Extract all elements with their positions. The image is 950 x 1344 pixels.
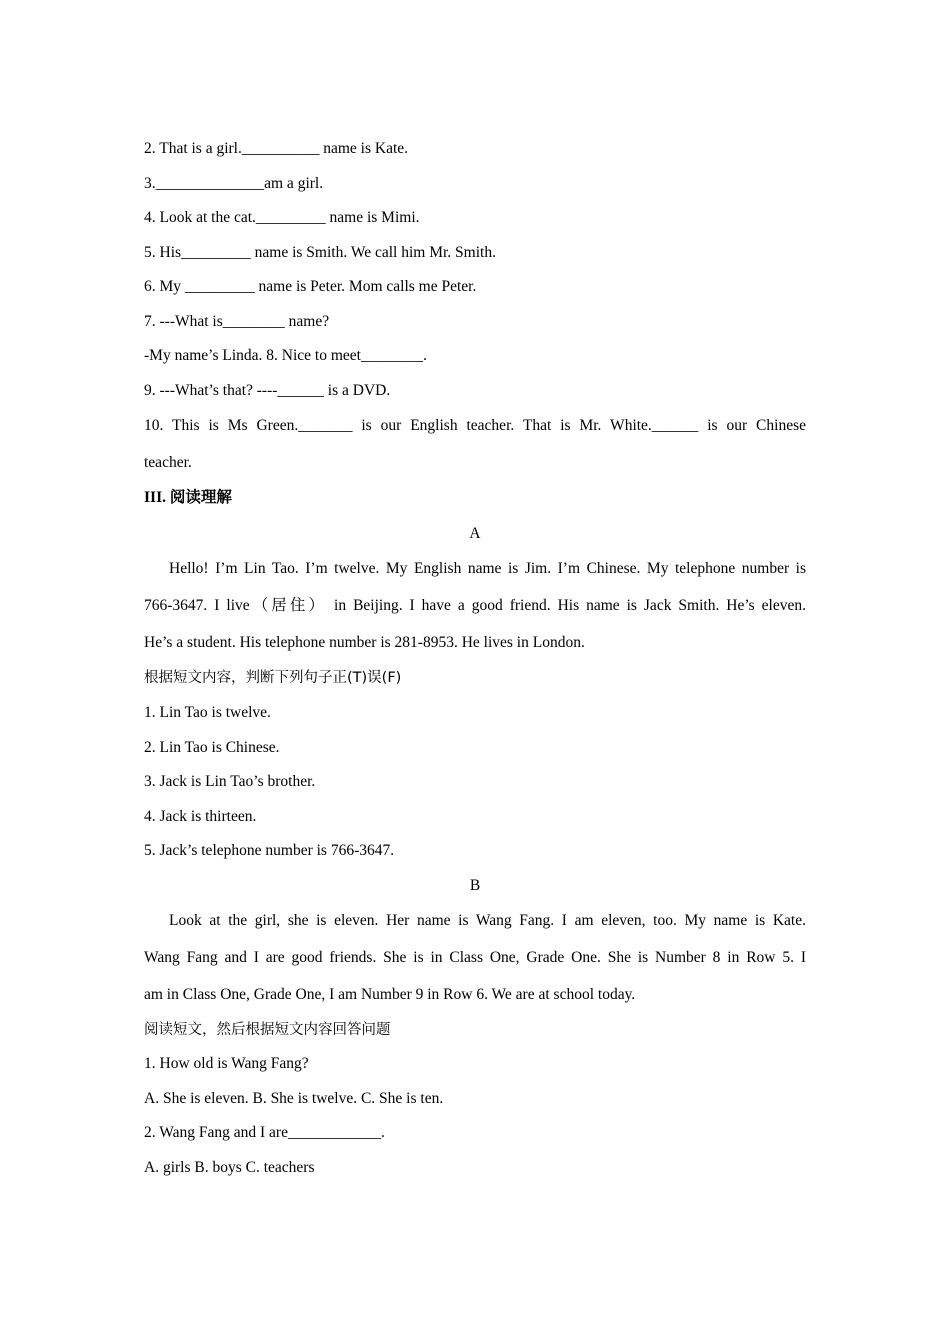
passage-b-q2-options: A. girls B. boys C. teachers [144, 1159, 315, 1176]
passage-a-instruction: 根据短文内容，判断下列句子正(T)误(F) [144, 670, 402, 686]
fill-in-q9: 9. ---What’s that? ----______ is a DVD. [144, 382, 391, 399]
passage-b-q2: 2. Wang Fang and I are____________. [144, 1124, 385, 1141]
passage-b-instruction: 阅读短文，然后根据短文内容回答问题 [144, 1022, 391, 1038]
passage-b-q1: 1. How old is Wang Fang? [144, 1055, 309, 1072]
fill-in-q7: 7. ---What is________ name? [144, 313, 330, 330]
fill-in-q2: 2. That is a girl.__________ name is Kate. [144, 140, 409, 157]
passage-a-line1: Hello! I’m Lin Tao. I’m twelve. My English name is Jim. I’m Chinese. My telephone number is [169, 560, 806, 577]
passage-a-item: 3. Jack is Lin Tao’s brother. [144, 773, 316, 790]
passage-a-item: 5. Jack’s telephone number is 766-3647. [144, 842, 395, 859]
section-title-reading: III. 阅读理解 [144, 489, 232, 506]
passage-a-item: 1. Lin Tao is twelve. [144, 704, 271, 721]
passage-b-q1-options: A. She is eleven. B. She is twelve. C. She is ten. [144, 1090, 444, 1107]
fill-in-q10-line1: 10. This is Ms Green._______ is our English teacher. That is Mr. White.______ is our Chinese [144, 417, 806, 434]
passage-b-line3: am in Class One, Grade One, I am Number 9 in Row 6. We are at school today. [144, 986, 636, 1003]
passage-a-item: 2. Lin Tao is Chinese. [144, 739, 280, 756]
passage-b-line2: Wang Fang and I are good friends. She is in Class One, Grade One. She is Number 8 in Row 5. I [144, 949, 806, 966]
passage-a-line3: He’s a student. His telephone number is 281-8953. He lives in London. [144, 634, 585, 651]
fill-in-q4: 4. Look at the cat._________ name is Mimi. [144, 209, 420, 226]
passage-a-line2: 766-3647. I live（居住） in Beijing. I have a good friend. His name is Jack Smith. He’s eleven. [144, 597, 806, 614]
fill-in-q5: 5. His_________ name is Smith. We call him Mr. Smith. [144, 244, 496, 261]
fill-in-q6: 6. My _________ name is Peter. Mom calls me Peter. [144, 278, 477, 295]
fill-in-q10-line2: teacher. [144, 454, 192, 471]
fill-in-q7-answer-q8: -My name’s Linda. 8. Nice to meet________. [144, 347, 427, 364]
passage-a-item: 4. Jack is thirteen. [144, 808, 257, 825]
passage-b-line1: Look at the girl, she is eleven. Her name is Wang Fang. I am eleven, too. My name is Kate. [169, 912, 806, 929]
passage-b-label: B [469, 877, 481, 894]
passage-a-label: A [469, 525, 481, 542]
fill-in-q3: 3.______________am a girl. [144, 175, 324, 192]
